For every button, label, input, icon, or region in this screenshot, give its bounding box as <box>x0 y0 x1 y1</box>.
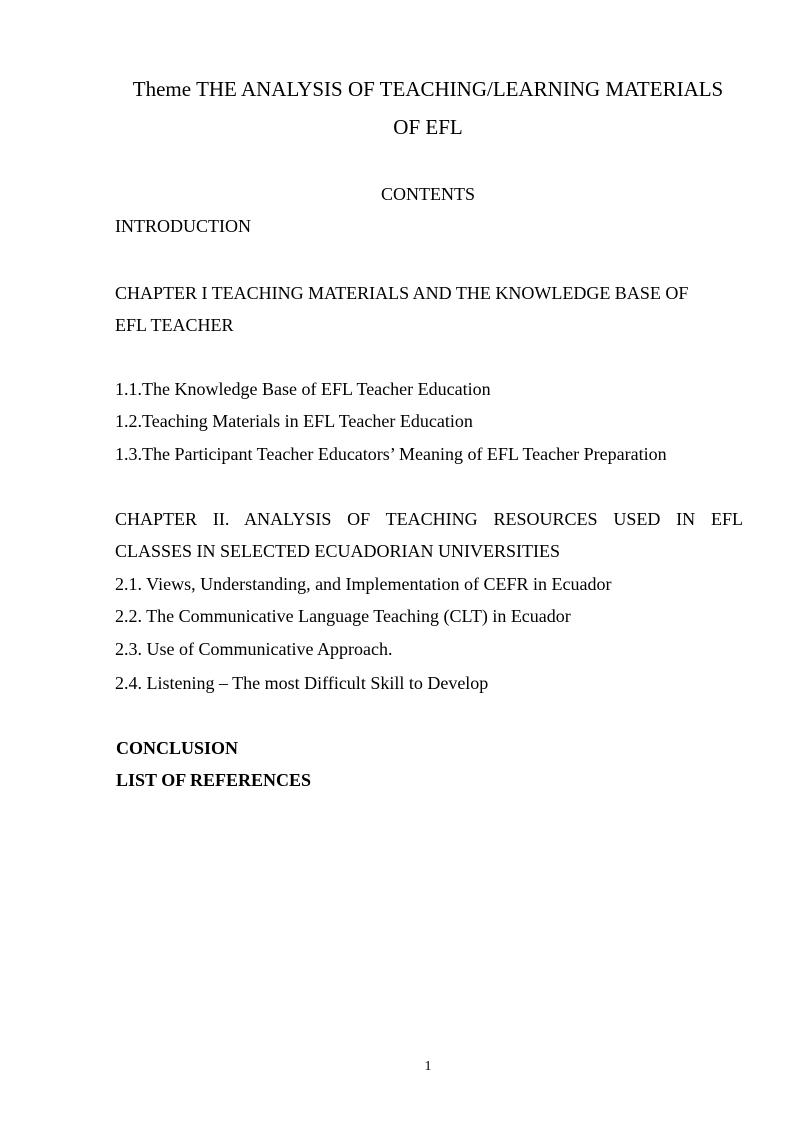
toc-item-1-3: 1.3.The Participant Teacher Educators’ Meaning of EFL Teacher Preparation <box>115 444 667 464</box>
chapter-2-heading-line-2: CLASSES IN SELECTED ECUADORIAN UNIVERSITIES <box>115 541 560 561</box>
chapter-1-heading-line-1: CHAPTER I TEACHING MATERIALS AND THE KNOWLEDGE BASE OF <box>115 283 689 303</box>
document-title-text: THE ANALYSIS OF TEACHING/LEARNING MATERIALS <box>196 77 724 101</box>
contents-heading: CONTENTS <box>381 184 475 204</box>
toc-item-2-4: 2.4. Listening – The most Difficult Skill to Develop <box>115 673 489 693</box>
theme-label: Theme <box>132 77 192 101</box>
toc-item-1-2: 1.2.Teaching Materials in EFL Teacher Education <box>115 411 473 431</box>
chapter-1-heading-line-2: EFL TEACHER <box>115 315 234 335</box>
toc-introduction: INTRODUCTION <box>115 216 251 236</box>
toc-item-2-2: 2.2. The Communicative Language Teaching (CLT) in Ecuador <box>115 606 571 626</box>
toc-item-1-1: 1.1.The Knowledge Base of EFL Teacher Education <box>115 379 491 399</box>
toc-list-of-references: LIST OF REFERENCES <box>116 770 312 790</box>
document-title-line-2: OF EFL <box>393 115 463 139</box>
chapter-2-heading-line-1: CHAPTER II. ANALYSIS OF TEACHING RESOURCES USED IN EFL <box>115 509 743 529</box>
page-number: 1 <box>424 1059 432 1074</box>
toc-item-2-1: 2.1. Views, Understanding, and Implementation of CEFR in Ecuador <box>115 574 612 594</box>
toc-item-2-3: 2.3. Use of Communicative Approach. <box>115 639 393 659</box>
toc-conclusion: CONCLUSION <box>116 738 239 758</box>
document-title-line-1 <box>0 73 800 105</box>
